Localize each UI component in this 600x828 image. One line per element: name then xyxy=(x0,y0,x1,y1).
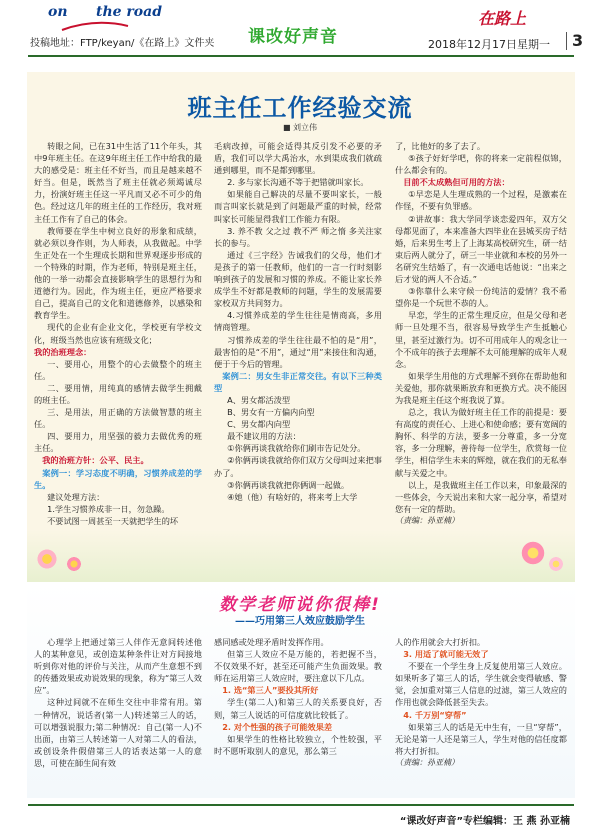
paragraph: 如果能自己解决的尽量不要叫家长，一般而言叫家长就是到了问题最严重的时候，经常叫家长可能显得我们工作能力有限。 xyxy=(214,189,382,224)
paragraph: 总之，我认为做好班主任工作的前提是：要有高度的责任心、上进心和使命感；要有宽阔的胸怀、科学的方法，要多一分尊重，多一分宽容，多一分理解，善待每一位学生，欣赏每一位学生，相信学生未来的辉煌，就在我们的无私奉献与关爱之中。 xyxy=(395,407,567,478)
subheading: 案例二：男女生非正常交往。有以下三种类型 xyxy=(214,370,382,393)
brand-logo: 在路上 xyxy=(478,9,527,28)
article2-column-3 xyxy=(395,636,567,769)
subheading: 1. 选“第三人”要投其所好 xyxy=(222,685,319,696)
paragraph: 但第三人效应不是万能的，若把握不当，不仅效果不好，甚至还可能产生负面效果。教师在运用第三人效应时，要注意以下几点。 xyxy=(214,649,382,684)
paragraph: 毛病改掉，可能会适得其反引发不必要的矛盾，我们可以学大禹治水，水到渠成我们就疏通到哪里，而不是都到哪里。 xyxy=(214,141,382,176)
logo-on-text: on xyxy=(48,4,68,20)
paragraph: 三、是用法，用正确的方法做智慧的班主任。 xyxy=(34,407,202,430)
paragraph: ②讲故事：我大学同学谈恋爱四年，双方父母都见面了，本来准备大四毕业在县城买房子结婚，后来男生考上了上海某高校研究生，研一结束后两人就分了，研三一毕业就和本校的另外一名研究生结婚了，有一次通电话他说：“出来之后才觉的两人不合适。” xyxy=(395,213,567,285)
paragraph: 一、要用心，用整个的心去做整个的班主任。 xyxy=(34,358,202,381)
subheading: 我的治班方针：公平、民主。 xyxy=(42,455,149,466)
paragraph: ①你俩再谈我就给你们刷市告记处分。 xyxy=(227,443,366,454)
article1-title: 班主任工作经验交流 xyxy=(187,94,413,122)
paragraph: ②你俩再谈我就给你们双方父母叫过来把事办了。 xyxy=(214,455,382,478)
paragraph: 最不建议用的方法： xyxy=(227,431,301,442)
article1-column-1 xyxy=(34,140,202,527)
article1-grass-decoration xyxy=(27,530,575,582)
paragraph: 学生(第二人)和第三人的关系要良好，否则，第三人说话的可信度就比较低了。 xyxy=(214,697,382,720)
paragraph: A、男女都活泼型 xyxy=(227,394,291,405)
paragraph: 人的作用就会大打折扣。 xyxy=(395,637,486,647)
article1-author: ■ 刘立伟 xyxy=(282,123,318,132)
paragraph: 习惯养成差的学生往往最不怕的是“用”，最害怕的是“不用”，通过“用”来接住和沟通，便于于今后的管理。 xyxy=(214,334,382,369)
road-swoosh-icon xyxy=(60,20,130,32)
subheading: 目前不太成熟但可用的方法： xyxy=(403,177,510,188)
article2-column-2 xyxy=(214,636,382,757)
page-header xyxy=(0,0,600,62)
paragraph: 教师要在学生中树立良好的形象和成绩，就必须以身作则，为人师表，从我做起。中学生正处在一个生理成长期和世界观逐步形成的一个特殊的时期，作为老师，特别是班主任，他的一举一动都会直接影响学生的思想行为和道德行为。因此，作为班主任，更应严格要求自己，提高自己的文化和道德修养，以感染和教育学生。 xyxy=(34,225,202,321)
article2-column-1 xyxy=(34,636,202,769)
paragraph: 通过《三字经》告诫我们的父母，他们才是孩子的第一任教师，他们的一言一行时刻影响到孩子的发展和习惯的养成。不能让家长养成学生不好都是教师的问题，学生的发展需要家校双方共同努力。 xyxy=(214,249,382,309)
article2-subtitle: ——巧用第三人效应鼓励学生 xyxy=(235,616,365,627)
paragraph: ④她（他）有啥好的，将来考上大学 xyxy=(227,491,358,502)
paragraph: 4.习惯养成差的学生往往是情商高，多用情商管理。 xyxy=(214,310,382,333)
paragraph: 2. 多与家长沟通不等于把错就叫家长。 xyxy=(227,177,369,188)
paragraph: 感同感或处理矛盾时发挥作用。 xyxy=(214,637,329,647)
editor-signature: （责编：孙亚楠） xyxy=(395,757,459,767)
paragraph: 不要试图一周甚至一天就把学生的坏 xyxy=(47,515,179,526)
paragraph: ③你俩再谈我就把你俩调一起做。 xyxy=(227,479,350,490)
column-title: 课改好声音 xyxy=(248,27,338,47)
article1-column-3 xyxy=(395,140,567,527)
paragraph: 如果学生用他的方式理解不到你在帮助他和关爱他，那你就果断放弃和更换方式。决不能因为我是班主任这个班我说了算。 xyxy=(395,370,567,405)
column-editor: “课改好声音”专栏编辑：王 燕 孙亚楠 xyxy=(399,816,570,827)
paragraph: 以上，是我做班主任工作以来，印象最深的一些体会，今天说出来和大家一起分享，希望对您有一定的帮助。 xyxy=(395,479,567,514)
paragraph: 这种过间就不在师生交往中非常有用。第一种情况，说话者(第一人)转述第三人的话，可以增强说服力;第二种情况：自己(第一人)不出面，由第三人转述第一人对第二人的看法，或创设条件假借第三人的话表达第一人的意思，可使在師生间有效 xyxy=(34,697,202,768)
paragraph: 1.学生习惯养成非一日，勿急躁。 xyxy=(47,503,170,514)
editor-signature: （责编：孙亚楠） xyxy=(395,515,459,525)
issue-date: 2018年12月17日星期一 xyxy=(428,38,550,51)
paragraph: 建议处理方法： xyxy=(47,491,105,502)
paragraph: ③你靠什么来守候一份纯洁的爱情？我不希望你是一个玩世不恭的人。 xyxy=(395,286,567,309)
article2-title: 数学老师说你很棒! xyxy=(219,595,381,615)
paragraph: 3. 养不教 父之过 教不严 师之惰 多关注家长的参与。 xyxy=(214,225,382,248)
paragraph: 如果学生的性格比较独立，个性较强，平时不愿听取别人的意见，那么第三 xyxy=(214,733,382,756)
submission-address: 投稿地址：FTP/keyan/《在路上》文件夹 xyxy=(30,38,215,49)
flower-decoration-icon xyxy=(66,556,82,572)
paragraph: 二、要用情，用纯真的感情去做学生拥戴的班主任。 xyxy=(34,382,202,405)
subheading: 我的治班理念： xyxy=(34,346,92,357)
header-divider xyxy=(28,55,574,57)
paragraph: B、男女有一方偏内向型 xyxy=(227,407,315,418)
paragraph: 四、要用力，用坚强的毅力去做优秀的班主任。 xyxy=(34,431,202,454)
article1-column-2 xyxy=(214,140,382,503)
paragraph: 如果第三人的话是无中生有，一旦“穿帮”，无论是第一人还是第三人，学生对他的信任度都将大打折扣。 xyxy=(395,721,567,756)
paragraph: 现代的企业有企业文化，学校更有学校文化，班级当然也应该有班级文化； xyxy=(34,322,202,345)
paragraph: C、男女都内向型 xyxy=(227,419,291,430)
paragraph: 早恋，学生的正常生理反应，但是父母和老师一旦处理不当，很容易导致学生产生抵触心里，甚至过激行为。切不可用成年人的观念让一个不成年的孩子去理解不太可能理解的成年人观念。 xyxy=(395,310,567,369)
flower-decoration-icon xyxy=(548,556,564,572)
paragraph: ①早恋是人生理成熟的一个过程，是激素在作怪，不要有负罪感。 xyxy=(395,189,567,212)
paragraph: 不要在一个学生身上反复使用第三人效应。如果听多了第三人的话，学生就会变得敏感、警觉，会加重对第三人信息的过滤，第三人效应的作用也就会降低甚至失去。 xyxy=(395,661,567,708)
page-number: 3 xyxy=(566,32,583,50)
subheading: 3. 用适了就可能无效了 xyxy=(403,649,489,660)
paragraph: 心理学上把通过第三人伴作无意间转述他人的某种意见，或创造某种条件让对方间接地听到你对他的评价与关注，从而产生意想不到的传播效果或劝说效果的现象，称为“第三人效应”。 xyxy=(34,637,202,696)
logo-road-text: the road xyxy=(96,4,163,20)
subheading: 案例一：学习态度不明确，习惯养成差的学生。 xyxy=(34,467,202,490)
footer-divider xyxy=(28,804,574,806)
subheading: 4. 千万别“穿帮” xyxy=(403,709,467,720)
flower-decoration-icon xyxy=(36,548,58,570)
paragraph: 了，比他好的多了去了。 xyxy=(395,141,486,151)
paragraph: ⑤孩子好好学吧，你的将来一定前程似锦，什么都会有的。 xyxy=(395,153,567,176)
flower-decoration-icon xyxy=(520,540,546,566)
page-footer xyxy=(0,804,600,828)
paragraph: 转眼之间，已在31中生活了11个年头，其中9年班主任。在这9年班主任工作中给我的最大的感受是：班主任不好当，而且是越来越不好当。但是，既然当了班主任就必须竭诚尽力，扮演好班主任这一平凡而又必不可少的角色。经过这几年的班主任的工作经历，我对班主任工作有了自己的体会。 xyxy=(34,141,202,224)
subheading: 2. 对个性强的孩子可能效果差 xyxy=(222,721,333,732)
